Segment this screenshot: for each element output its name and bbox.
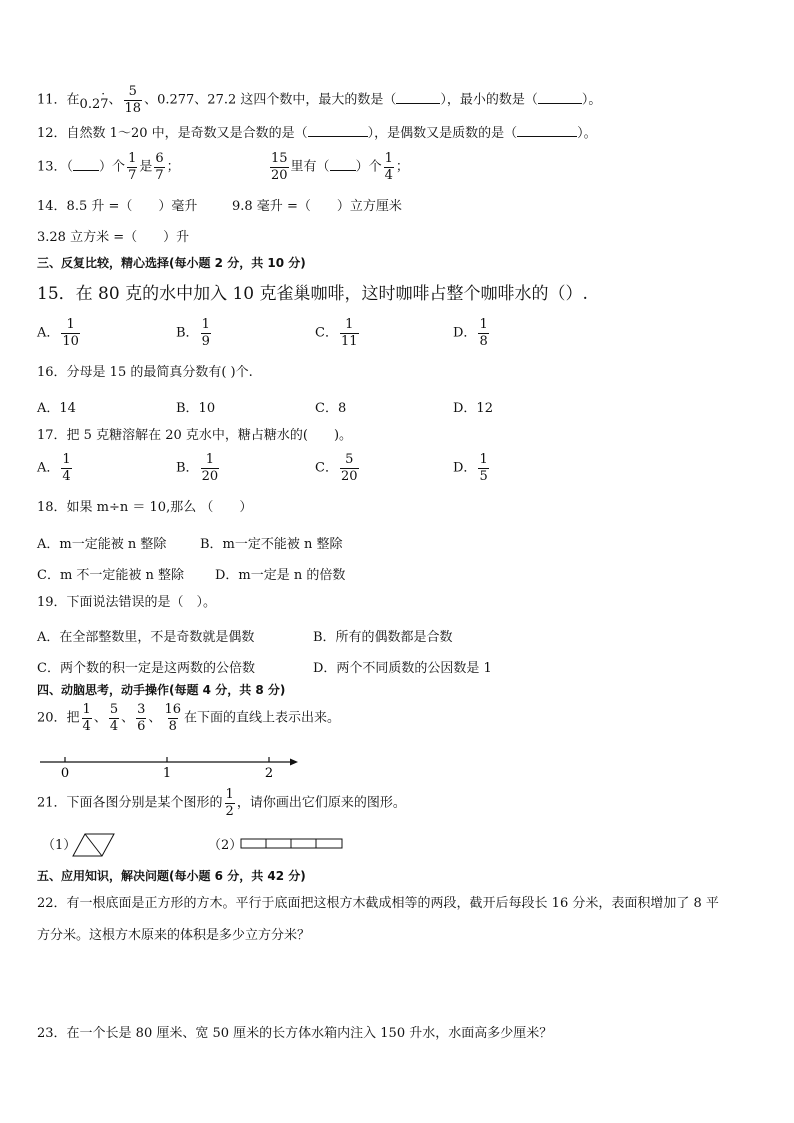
option-17-b[interactable]: B． $\frac{1}{20}$ xyxy=(176,452,219,484)
question-20: 20．把 $\frac{1}{4}$ 、 $\frac{5}{4}$ 、 $\frac{3}{6}$ 、 $\frac{16}{8}$ 在下面的直线上表示出来。 xyxy=(37,702,340,734)
fraction: $\frac{1}{7}$ xyxy=(128,151,137,183)
answer-blank[interactable] xyxy=(73,170,99,171)
question-14c: 3.28 立方米 =（ ）升 xyxy=(37,230,190,245)
question-22-line2: 方分米。这根方木原来的体积是多少立方分米？ xyxy=(37,928,311,943)
figure-1-parallelogram xyxy=(72,832,118,858)
question-12: 12．自然数 1～20 中，是奇数又是合数的是（ ），是偶数又是质数的是（ ）。 xyxy=(37,126,597,141)
answer-blank[interactable] xyxy=(396,103,440,104)
option-18-a[interactable]: A．m一定能被 n 整除 xyxy=(37,537,167,552)
figure-1-label: （1） xyxy=(42,838,77,853)
tick-label-2: 2 xyxy=(264,766,274,781)
repeating-decimal: 0.27 · xyxy=(80,98,109,111)
question-21: 21．下面各图分别是某个图形的 $\frac{1}{2}$ ，请你画出它们原来的图形。 xyxy=(37,787,406,819)
answer-blank[interactable] xyxy=(308,136,368,137)
section-heading-4: 四、动脑思考，动手操作(每题 4 分，共 8 分) xyxy=(37,683,286,697)
fraction: $\frac{1}{4}$ xyxy=(82,702,91,734)
fraction-5-18: $\frac{5}{18}$ xyxy=(124,84,142,116)
option-15-a[interactable]: A． $\frac{1}{10}$ xyxy=(37,317,79,349)
fraction: $\frac{1}{20}$ xyxy=(201,452,219,484)
question-13b: $\frac{15}{20}$ 里有（ ）个 $\frac{1}{4}$ ； xyxy=(271,151,409,183)
fraction: $\frac{1}{4}$ xyxy=(384,151,393,183)
option-18-c[interactable]: C．m 不一定能被 n 整除 xyxy=(37,568,185,583)
question-14a: 14．8.5 升 =（ ）毫升 xyxy=(37,199,198,214)
option-17-c[interactable]: C． $\frac{5}{20}$ xyxy=(315,452,358,484)
option-18-d[interactable]: D．m一定是 n 的倍数 xyxy=(215,568,346,583)
fraction: $\frac{5}{4}$ xyxy=(109,702,119,734)
section-heading-5: 五、应用知识，解决问题(每小题 6 分，共 42 分) xyxy=(37,869,306,883)
option-16-a[interactable]: A．14 xyxy=(37,401,76,416)
question-23: 23．在一个长是 80 厘米、宽 50 厘米的长方体水箱内注入 150 升水，水面高多少厘米？ xyxy=(37,1026,553,1041)
tick-label-1: 1 xyxy=(162,766,172,781)
question-17: 17．把 5 克糖溶解在 20 克水中，糖占糖水的( )。 xyxy=(37,428,353,443)
fraction: $\frac{3}{6}$ xyxy=(137,702,146,734)
option-19-c[interactable]: C．两个数的积一定是这两数的公倍数 xyxy=(37,661,255,676)
fraction: $\frac{1}{10}$ xyxy=(62,317,79,349)
figure-2-label: （2） xyxy=(208,838,243,853)
fraction: $\frac{1}{5}$ xyxy=(479,452,488,484)
question-13: 13．（ ）个 $\frac{1}{7}$ 是 $\frac{6}{7}$ ； xyxy=(37,151,180,183)
fraction: $\frac{1}{2}$ xyxy=(225,787,234,819)
option-15-b[interactable]: B． $\frac{1}{9}$ xyxy=(176,317,210,349)
arrow-right-icon xyxy=(290,759,298,766)
answer-blank[interactable] xyxy=(330,170,356,171)
fraction: $\frac{15}{20}$ xyxy=(271,151,288,183)
option-19-b[interactable]: B．所有的偶数都是合数 xyxy=(313,630,453,645)
option-19-d[interactable]: D．两个不同质数的公因数是 1 xyxy=(313,661,492,676)
fraction: $\frac{16}{8}$ xyxy=(164,702,181,734)
option-15-d[interactable]: D． $\frac{1}{8}$ xyxy=(453,317,488,349)
question-11: 11．在0.27 ·、 $\frac{5}{18}$ 、0.277、27.2 这四个数中，最大的数是（ ），最小的数是（ ）。 xyxy=(37,85,601,115)
fraction: $\frac{6}{7}$ xyxy=(155,151,164,183)
answer-blank[interactable] xyxy=(538,103,582,104)
question-14b: 9.8 毫升 =（ ）立方厘米 xyxy=(232,199,402,214)
question-18: 18．如果 m÷n ＝ 10,那么 （ ） xyxy=(37,500,253,515)
fraction: $\frac{1}{8}$ xyxy=(479,317,488,349)
section-heading-3: 三、反复比较，精心选择(每小题 2 分，共 10 分) xyxy=(37,256,306,270)
question-19: 19．下面说法错误的是（ ）。 xyxy=(37,595,217,610)
fraction: $\frac{5}{20}$ xyxy=(340,452,358,484)
option-19-a[interactable]: A．在全部整数里，不是奇数就是偶数 xyxy=(37,630,255,645)
option-17-d[interactable]: D． $\frac{1}{5}$ xyxy=(453,452,488,484)
fraction: $\frac{1}{9}$ xyxy=(201,317,210,349)
number-line[interactable] xyxy=(38,752,300,782)
option-16-d[interactable]: D．12 xyxy=(453,401,493,416)
figure-2-segmented-bar xyxy=(240,838,344,850)
fraction: $\frac{1}{11}$ xyxy=(340,317,358,349)
question-15: 15．在 80 克的水中加入 10 克雀巢咖啡，这时咖啡占整个咖啡水的（）. xyxy=(37,284,588,304)
option-15-c[interactable]: C． $\frac{1}{11}$ xyxy=(315,317,358,349)
answer-blank[interactable] xyxy=(517,136,577,137)
question-16: 16．分母是 15 的最简真分数有( )个. xyxy=(37,365,253,380)
tick-label-0: 0 xyxy=(60,766,70,781)
option-17-a[interactable]: A． $\frac{1}{4}$ xyxy=(37,452,71,484)
question-22-line1: 22．有一根底面是正方形的方木。平行于底面把这根方木截成相等的两段，截开后每段长 16 分米，表面积增加了 8 平 xyxy=(37,896,719,911)
option-18-b[interactable]: B．m一定不能被 n 整除 xyxy=(200,537,343,552)
fraction: $\frac{1}{4}$ xyxy=(62,452,71,484)
option-16-c[interactable]: C．8 xyxy=(315,401,347,416)
option-16-b[interactable]: B．10 xyxy=(176,401,216,416)
